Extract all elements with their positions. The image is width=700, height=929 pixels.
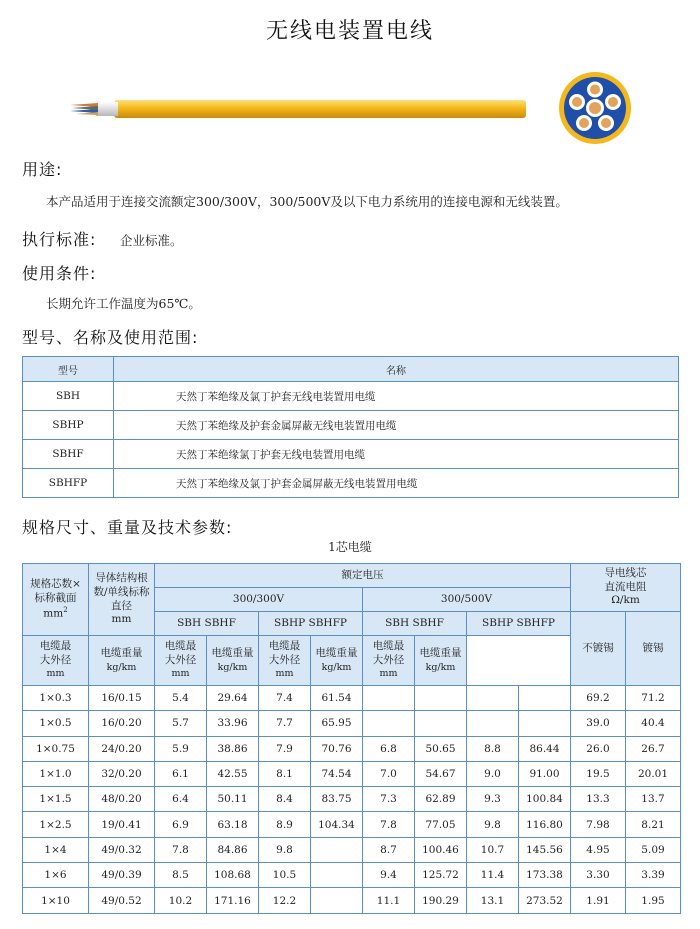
spec-cell — [415, 686, 467, 711]
spec-cell — [363, 711, 415, 736]
od-line2: 大外径 — [268, 653, 301, 666]
spec-cell: 12.2 — [259, 888, 311, 913]
spec-size-header — [23, 564, 89, 636]
spec-cell — [311, 837, 363, 862]
standard-heading: 执行标准: — [22, 230, 97, 249]
spec-cell: 1×2.5 — [23, 812, 89, 837]
spec-cell: 11.1 — [363, 888, 415, 913]
models-heading: 型号、名称及使用范围: — [22, 328, 199, 347]
sbh-sbhf-header: SBH SBHF — [155, 612, 259, 636]
specs-caption: 1芯电缆 — [328, 540, 372, 554]
od-unit: mm — [46, 668, 65, 680]
table-row — [23, 411, 679, 440]
wt-label: 电缆重量 — [100, 646, 143, 659]
table-row — [23, 837, 681, 862]
spec-cell: 1.91 — [571, 888, 626, 913]
spec-cell: 7.8 — [363, 812, 415, 837]
spec-cell: 116.80 — [519, 812, 571, 837]
model-code: SBH — [23, 382, 114, 411]
outer-diameter-header — [23, 636, 89, 686]
spec-cell: 84.86 — [207, 837, 259, 862]
conductor-header-unit: mm — [111, 613, 132, 626]
usage-text: 本产品适用于连接交流额定300/300V，300/500V及以下电力系统用的连接电源和无线装置。 — [46, 194, 568, 209]
model-code: SBHFP — [23, 469, 114, 498]
spec-cell: 49/0.39 — [89, 863, 155, 888]
wt-unit: kg/km — [425, 661, 456, 673]
spec-cell: 50.65 — [415, 736, 467, 761]
table-row — [23, 686, 681, 711]
spec-cell: 145.56 — [519, 837, 571, 862]
table-row — [23, 382, 679, 411]
spec-cell: 8.8 — [467, 736, 519, 761]
spec-cell — [363, 686, 415, 711]
spec-cell: 20.01 — [626, 761, 681, 786]
spec-cell: 100.84 — [519, 787, 571, 812]
spec-cell: 50.11 — [207, 787, 259, 812]
od-line1: 电缆最 — [268, 640, 301, 653]
spec-cell: 190.29 — [415, 888, 467, 913]
table-row — [23, 812, 681, 837]
od-line2: 大外径 — [164, 653, 197, 666]
spec-cell: 8.1 — [259, 761, 311, 786]
rated-voltage-header: 额定电压 — [155, 564, 571, 588]
spec-cell: 6.1 — [155, 761, 207, 786]
spec-cell: 32/0.20 — [89, 761, 155, 786]
spec-cell: 13.3 — [571, 787, 626, 812]
voltage-300-500-header: 300/500V — [363, 588, 571, 612]
spec-cell: 1×6 — [23, 863, 89, 888]
conditions-heading: 使用条件: — [22, 264, 97, 283]
conditions-text: 长期允许工作温度为65℃。 — [46, 296, 201, 311]
spec-cell: 77.05 — [415, 812, 467, 837]
spec-cell: 10.7 — [467, 837, 519, 862]
spec-cell: 104.34 — [311, 812, 363, 837]
model-col-header: 型号 — [23, 357, 114, 382]
spec-cell: 38.86 — [207, 736, 259, 761]
spec-cell: 9.3 — [467, 787, 519, 812]
spec-cell: 100.46 — [415, 837, 467, 862]
conductor-header-line2: 数/单线标称 — [93, 585, 150, 598]
spec-cell: 29.64 — [207, 686, 259, 711]
resistance-header-line1: 导电线芯 — [604, 567, 647, 580]
weight-header — [207, 636, 259, 686]
specs-heading: 规格尺寸、重量及技术参数: — [22, 518, 233, 537]
spec-cell: 108.68 — [207, 863, 259, 888]
spec-cell: 1×4 — [23, 837, 89, 862]
weight-header — [89, 636, 155, 686]
spec-cell: 48/0.20 — [89, 787, 155, 812]
spec-cell: 1×10 — [23, 888, 89, 913]
plain-copper-header: 不镀锡 — [571, 612, 626, 686]
model-table — [22, 356, 679, 498]
table-row — [23, 711, 681, 736]
spec-cell: 40.4 — [626, 711, 681, 736]
sbhp-sbhfp-header: SBHP SBHFP — [467, 612, 571, 636]
spec-cell: 54.67 — [415, 761, 467, 786]
od-line2: 大外径 — [39, 653, 72, 666]
spec-cell: 1×1.5 — [23, 787, 89, 812]
spec-cell: 5.09 — [626, 837, 681, 862]
outer-diameter-header — [155, 636, 207, 686]
od-unit: mm — [275, 668, 294, 680]
spec-cell: 125.72 — [415, 863, 467, 888]
spec-cell: 83.75 — [311, 787, 363, 812]
od-unit: mm — [379, 668, 398, 680]
spec-cell: 74.54 — [311, 761, 363, 786]
wt-unit: kg/km — [321, 661, 352, 673]
spec-cell: 8.9 — [259, 812, 311, 837]
weight-header — [415, 636, 467, 686]
spec-cell: 33.96 — [207, 711, 259, 736]
spec-cell: 8.7 — [363, 837, 415, 862]
spec-cell: 1×0.75 — [23, 736, 89, 761]
spec-cell: 9.8 — [259, 837, 311, 862]
spec-cell: 26.7 — [626, 736, 681, 761]
spec-cell: 24/0.20 — [89, 736, 155, 761]
spec-cell: 19.5 — [571, 761, 626, 786]
page-title: 无线电装置电线 — [265, 19, 434, 44]
spec-cell — [311, 888, 363, 913]
model-table-header — [23, 357, 679, 382]
outer-diameter-header — [259, 636, 311, 686]
spec-cell: 3.30 — [571, 863, 626, 888]
spec-cell: 7.4 — [259, 686, 311, 711]
spec-cell: 19/0.41 — [89, 812, 155, 837]
od-line1: 电缆最 — [164, 640, 197, 653]
table-row — [23, 787, 681, 812]
spec-cell: 10.5 — [259, 863, 311, 888]
spec-cell: 70.76 — [311, 736, 363, 761]
spec-cell: 173.38 — [519, 863, 571, 888]
spec-cell: 91.00 — [519, 761, 571, 786]
spec-cell: 7.9 — [259, 736, 311, 761]
spec-cell: 4.95 — [571, 837, 626, 862]
spec-cell: 1×1.0 — [23, 761, 89, 786]
usage-heading: 用途: — [22, 160, 63, 179]
spec-cell: 5.7 — [155, 711, 207, 736]
spec-cell: 1×0.5 — [23, 711, 89, 736]
spec-cell: 7.0 — [363, 761, 415, 786]
weight-header — [311, 636, 363, 686]
spec-table-body — [23, 686, 681, 914]
spec-cell: 7.98 — [571, 812, 626, 837]
spec-cell: 71.2 — [626, 686, 681, 711]
wt-label: 电缆重量 — [315, 646, 358, 659]
tinned-copper-header: 镀锡 — [626, 612, 681, 686]
cable-cross-section-illustration — [558, 71, 632, 145]
sbh-sbhf-header: SBH SBHF — [363, 612, 467, 636]
spec-cell: 8.5 — [155, 863, 207, 888]
spec-cell: 1×0.3 — [23, 686, 89, 711]
wt-label: 电缆重量 — [211, 646, 254, 659]
spec-cell: 5.9 — [155, 736, 207, 761]
model-name: 天然丁苯绝缘及氯丁护套金属屏蔽无线电装置用电缆 — [114, 469, 679, 498]
spec-cell: 5.4 — [155, 686, 207, 711]
od-unit: mm — [171, 668, 190, 680]
conductor-header — [89, 564, 155, 636]
od-line2: 大外径 — [372, 653, 405, 666]
spec-size-header-unit: mm — [43, 607, 64, 620]
spec-cell — [467, 686, 519, 711]
spec-cell: 49/0.52 — [89, 888, 155, 913]
spec-cell: 69.2 — [571, 686, 626, 711]
spec-cell: 9.8 — [467, 812, 519, 837]
model-code: SBHF — [23, 440, 114, 469]
spec-cell: 13.7 — [626, 787, 681, 812]
spec-cell: 49/0.32 — [89, 837, 155, 862]
spec-cell: 61.54 — [311, 686, 363, 711]
table-row — [23, 736, 681, 761]
model-name: 天然丁苯绝缘及氯丁护套无线电装置用电缆 — [114, 382, 679, 411]
spec-size-header-line2: 标称截面 — [34, 591, 77, 604]
spec-cell — [519, 686, 571, 711]
resistance-header-unit: Ω/km — [611, 594, 640, 607]
voltage-300-300-header: 300/300V — [155, 588, 363, 612]
spec-cell: 16/0.20 — [89, 711, 155, 736]
spec-cell: 6.8 — [363, 736, 415, 761]
spec-cell: 1.95 — [626, 888, 681, 913]
conductor-header-line1: 导体结构根 — [95, 572, 148, 585]
spec-cell: 16/0.15 — [89, 686, 155, 711]
table-row — [23, 761, 681, 786]
spec-size-header-line1: 规格芯数× — [30, 578, 81, 591]
spec-cell: 62.89 — [415, 787, 467, 812]
spec-cell: 39.0 — [571, 711, 626, 736]
spec-cell: 7.7 — [259, 711, 311, 736]
spec-cell — [311, 863, 363, 888]
spec-cell — [467, 711, 519, 736]
name-col-header: 名称 — [114, 357, 679, 382]
spec-cell: 3.39 — [626, 863, 681, 888]
spec-cell: 6.9 — [155, 812, 207, 837]
spec-cell: 7.3 — [363, 787, 415, 812]
model-name: 天然丁苯绝缘氯丁护套无线电装置用电缆 — [114, 440, 679, 469]
outer-diameter-header — [363, 636, 415, 686]
spec-cell — [415, 711, 467, 736]
spec-cell: 11.4 — [467, 863, 519, 888]
spec-cell: 9.4 — [363, 863, 415, 888]
od-line1: 电缆最 — [372, 640, 405, 653]
wt-label: 电缆重量 — [419, 646, 462, 659]
spec-cell: 171.16 — [207, 888, 259, 913]
wt-unit: kg/km — [217, 661, 248, 673]
spec-cell: 273.52 — [519, 888, 571, 913]
model-code: SBHP — [23, 411, 114, 440]
wt-unit: kg/km — [106, 661, 137, 673]
conductor-header-line3: 直径 — [111, 599, 132, 612]
table-row — [23, 863, 681, 888]
standard-text: 企业标准。 — [120, 233, 183, 248]
spec-cell: 13.1 — [467, 888, 519, 913]
model-name: 天然丁苯绝缘及护套金属屏蔽无线电装置用电缆 — [114, 411, 679, 440]
spec-header-row-1 — [23, 564, 681, 588]
spec-cell: 42.55 — [207, 761, 259, 786]
spec-cell: 10.2 — [155, 888, 207, 913]
spec-table — [22, 563, 681, 914]
resistance-header-line2: 直流电阻 — [604, 580, 647, 593]
table-row — [23, 888, 681, 913]
spec-cell: 8.4 — [259, 787, 311, 812]
spec-cell: 6.4 — [155, 787, 207, 812]
od-line1: 电缆最 — [39, 640, 72, 653]
spec-cell: 63.18 — [207, 812, 259, 837]
table-row — [23, 440, 679, 469]
spec-cell: 9.0 — [467, 761, 519, 786]
spec-cell: 65.95 — [311, 711, 363, 736]
spec-size-header-sup: 2 — [63, 605, 68, 614]
sbhp-sbhfp-header: SBHP SBHFP — [259, 612, 363, 636]
spec-cell: 26.0 — [571, 736, 626, 761]
spec-cell: 7.8 — [155, 837, 207, 862]
spec-cell — [519, 711, 571, 736]
resistance-header — [571, 564, 681, 612]
spec-cell: 8.21 — [626, 812, 681, 837]
table-row — [23, 469, 679, 498]
cable-illustration — [68, 94, 528, 124]
spec-cell: 86.44 — [519, 736, 571, 761]
